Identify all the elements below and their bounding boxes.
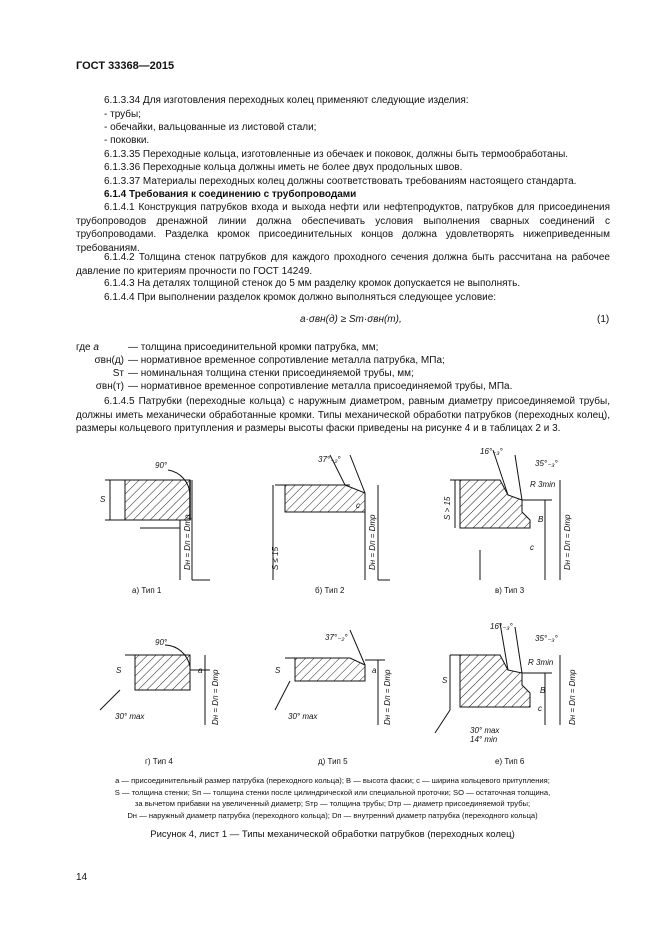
type3-s: S > 15 xyxy=(443,496,452,520)
type1-s: S xyxy=(100,495,106,504)
list-item: - поковки. xyxy=(104,135,150,146)
type4-s: S xyxy=(116,666,122,675)
type3-radius: R 3min xyxy=(530,480,556,489)
type3-diam: Dн = Dп = Dтр xyxy=(563,514,572,570)
definition-text: — нормативное временное сопротивление металла патрубка, МПа; xyxy=(128,355,445,366)
legend-line: a — присоединительный размер патрубка (переходного кольца); B — высота фаски; c — ширина кольцевого притупления; xyxy=(115,776,550,785)
type2-angle: 37°₋₂° xyxy=(318,455,341,464)
caption-type6: е) Тип 6 xyxy=(495,757,525,766)
definition-row xyxy=(76,367,414,380)
definition-symbol: σвн(т) xyxy=(95,381,124,392)
type5-a: a xyxy=(372,666,377,675)
type6-14min: 14° min xyxy=(470,735,498,744)
type4-30max: 30° max xyxy=(115,712,145,721)
paragraph: 6.1.3.37 Материалы переходных колец должны соответствовать требованиям настоящего стандарта. xyxy=(104,176,577,187)
paragraph: 6.1.4.1 Конструкция патрубков входа и выхода нефти или нефтепродуктов, патрубков для присоединения трубопроводов дренажной линии должна обеспечивать условия выполнения сварных соединений с трубопроводами. Разделка кромок присоединительных концов должна удовлетворять нижеприведенным требованиям. xyxy=(76,202,610,254)
type6-radius: R 3min xyxy=(528,658,554,667)
type6-angle1: 16°₋₃° xyxy=(490,622,513,631)
formula: a·σвн(д) ≥ Sт·σвн(т), xyxy=(300,314,402,325)
paragraph: 6.1.3.34 Для изготовления переходных колец применяют следующие изделия: xyxy=(104,95,469,106)
definition-symbol: Sт xyxy=(112,368,124,379)
type5-s: S xyxy=(275,666,281,675)
definition-text: — нормативное временное сопротивление металла присоединяемой трубы, МПа. xyxy=(128,381,513,392)
formula-number: (1) xyxy=(597,314,610,325)
type3-c: c xyxy=(530,543,534,552)
figure-legend xyxy=(60,775,605,821)
paragraph: 6.1.4.4 При выполнении разделок кромок должно выполняться следующее условие: xyxy=(104,292,497,303)
caption-type1: а) Тип 1 xyxy=(132,586,162,595)
type3-angle1: 16°₋₃° xyxy=(480,447,503,456)
list-item: - трубы; xyxy=(104,109,141,120)
type6-diam: Dн = Dп = Dтр xyxy=(568,669,577,725)
type6-b: B xyxy=(540,686,546,695)
type3-angle2: 35°₋₃° xyxy=(535,459,558,468)
type6-c: c xyxy=(538,704,542,713)
type3-b: B xyxy=(538,515,544,524)
list-item: - обечайки, вальцованные из листовой стали; xyxy=(104,122,317,133)
type4-angle: 90° xyxy=(155,638,168,647)
paragraph: 6.1.4.5 Патрубки (переходные кольца) с наружным диаметром, равным диаметру присоединяемой трубы, должны иметь механически обработанные кромки. Типы механической обработки патрубков (переходных колец), размеры кольцевого притупления и размеры высоты фаски приведены на рисунке 4 и в таблицах 2 и 3. xyxy=(76,396,610,435)
caption-type3: в) Тип 3 xyxy=(495,586,525,595)
definition-text: — номинальная толщина стенки присоединяемой трубы, мм; xyxy=(128,368,414,379)
legend-line: S — толщина стенки; Sп — толщина стенки после цилиндрической или специальной проточки; SО — остаточная толщина, xyxy=(114,787,551,797)
type2-c: c xyxy=(356,501,360,510)
type5-30max: 30° max xyxy=(288,712,318,721)
type6-s: S xyxy=(442,676,448,685)
figure-row-2 xyxy=(60,615,620,750)
definition-text: — толщина присоединительной кромки патрубка, мм; xyxy=(128,342,379,353)
type6-angle2: 35°₋₃° xyxy=(535,634,558,643)
caption-type2: б) Тип 2 xyxy=(315,586,345,595)
type1-drawing xyxy=(105,470,210,580)
type5-diam: Dн = Dп = Dтр xyxy=(383,669,392,725)
type1-angle: 90° xyxy=(155,461,168,470)
type5-angle: 37°₋₂° xyxy=(325,633,348,642)
type4-a: a xyxy=(198,666,203,675)
paragraph: 6.1.3.36 Переходные кольца должны иметь не более двух продольных швов. xyxy=(104,162,463,173)
type1-diam: Dн = Dп = Dтр xyxy=(183,514,192,570)
page-number: 14 xyxy=(76,872,88,883)
paragraph: 6.1.4.3 На деталях толщиной стенок до 5 мм разделку кромок допускается не выполнять. xyxy=(104,278,521,289)
legend-line: за вычетом прибавки на увеличенный диаметр; Sтр — толщина трубы; Dтр — диаметр присоединяемой трубы; xyxy=(134,799,531,809)
type6-30max: 30° max xyxy=(470,726,500,735)
type4-diam: Dн = Dп = Dтр xyxy=(211,669,220,725)
type2-s: S ≤ 15 xyxy=(271,546,280,570)
figure-title: Рисунок 4, лист 1 — Типы механической обработки патрубков (переходных колец) xyxy=(150,829,515,840)
section-heading: 6.1.4 Требования к соединению с трубопроводами xyxy=(104,189,357,200)
definition-symbol: где a xyxy=(76,342,99,353)
definition-symbol: σвн(д) xyxy=(94,355,124,366)
definition-row xyxy=(76,380,512,393)
legend-line: Dн — наружный диаметр патрубка (переходного кольца); Dп — внутренний диаметр патрубка (переходного кольца) xyxy=(127,810,538,820)
type2-diam: Dн = Dп = Dтр xyxy=(368,514,377,570)
paragraph: 6.1.3.35 Переходные кольца, изготовленные из обечаек и поковок, должны быть термообработаны. xyxy=(104,149,569,160)
caption-type5: д) Тип 5 xyxy=(318,757,348,766)
type5-drawing xyxy=(275,630,385,725)
type3-drawing xyxy=(450,450,560,580)
figure-row-1 xyxy=(60,440,620,600)
paragraph: 6.1.4.2 Толщина стенок патрубков для каждого проходного сечения должна быть рассчитана на рабочее давление по критериям прочности по ГОСТ 14249. xyxy=(76,252,610,277)
caption-type4: г) Тип 4 xyxy=(145,757,173,766)
definition-row xyxy=(76,341,378,354)
standard-header: ГОСТ 33368—2015 xyxy=(76,60,175,72)
definition-row xyxy=(76,354,445,367)
